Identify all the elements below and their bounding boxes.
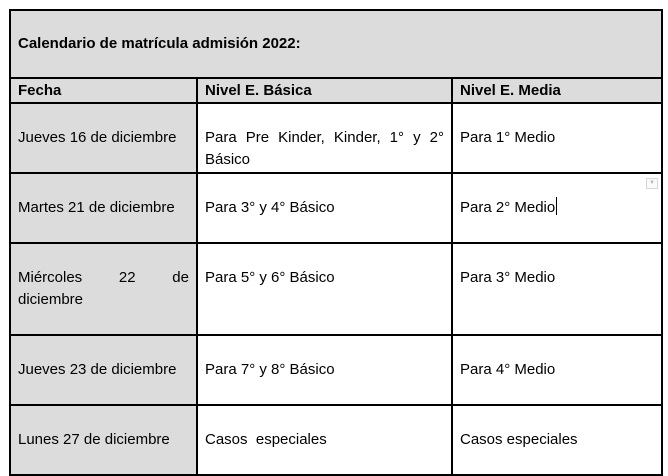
date-cell[interactable] [10,405,197,475]
basica-cell[interactable] [197,103,452,173]
media-text: Para 1° Medio [460,129,556,146]
table-title: Calendario de matrícula admisión 2022: [18,35,301,52]
media-text: Casos especiales [460,431,578,448]
date-cell[interactable] [10,243,197,335]
date-text: Martes 21 de diciembre [18,199,175,216]
basica-text: Casos especiales [205,431,327,448]
basica-cell[interactable] [197,405,452,475]
header-media: Nivel E. Media [460,81,561,99]
basica-text: Para 3° y 4° Básico [205,199,335,216]
media-cell[interactable] [452,103,662,173]
date-cell[interactable] [10,103,197,173]
basica-text: Para 7° y 8° Básico [205,361,335,378]
basica-text: Para 5° y 6° Básico [205,269,335,286]
table-row [10,335,662,405]
date-text: Lunes 27 de diciembre [18,431,170,448]
date-cell[interactable] [10,173,197,243]
header-cell-basica[interactable] [197,78,452,103]
table-row [10,405,662,475]
date-text: Jueves 23 de diciembre [18,361,177,378]
header-basica: Nivel E. Básica [205,81,312,99]
table-row [10,173,662,243]
media-text: Para 4° Medio [460,361,556,378]
media-text: Para 2° Medio [460,199,556,216]
media-cell[interactable] [452,243,662,335]
enrollment-calendar-table [9,9,663,476]
table-title-cell[interactable] [10,10,662,78]
basica-cell[interactable] [197,173,452,243]
media-cell[interactable] [452,405,662,475]
header-fecha: Fecha [18,81,62,99]
media-cell[interactable] [452,335,662,405]
media-cell-active[interactable] [452,173,662,243]
date-cell[interactable] [10,335,197,405]
table-row [10,243,662,335]
date-text: Jueves 16 de diciembre [18,129,177,146]
table-row [10,103,662,173]
title-row [10,10,662,78]
text-caret [556,197,557,215]
date-text: Miércoles 22 de diciembre [18,269,189,308]
basica-cell[interactable] [197,243,452,335]
basica-cell[interactable] [197,335,452,405]
basica-text: Para Pre Kinder, Kinder, 1° y 2° Básico [205,129,444,168]
header-row [10,78,662,103]
header-cell-media[interactable] [452,78,662,103]
media-text: Para 3° Medio [460,269,556,286]
dropdown-arrow-icon[interactable]: ▼ [646,178,658,189]
header-cell-fecha[interactable] [10,78,197,103]
